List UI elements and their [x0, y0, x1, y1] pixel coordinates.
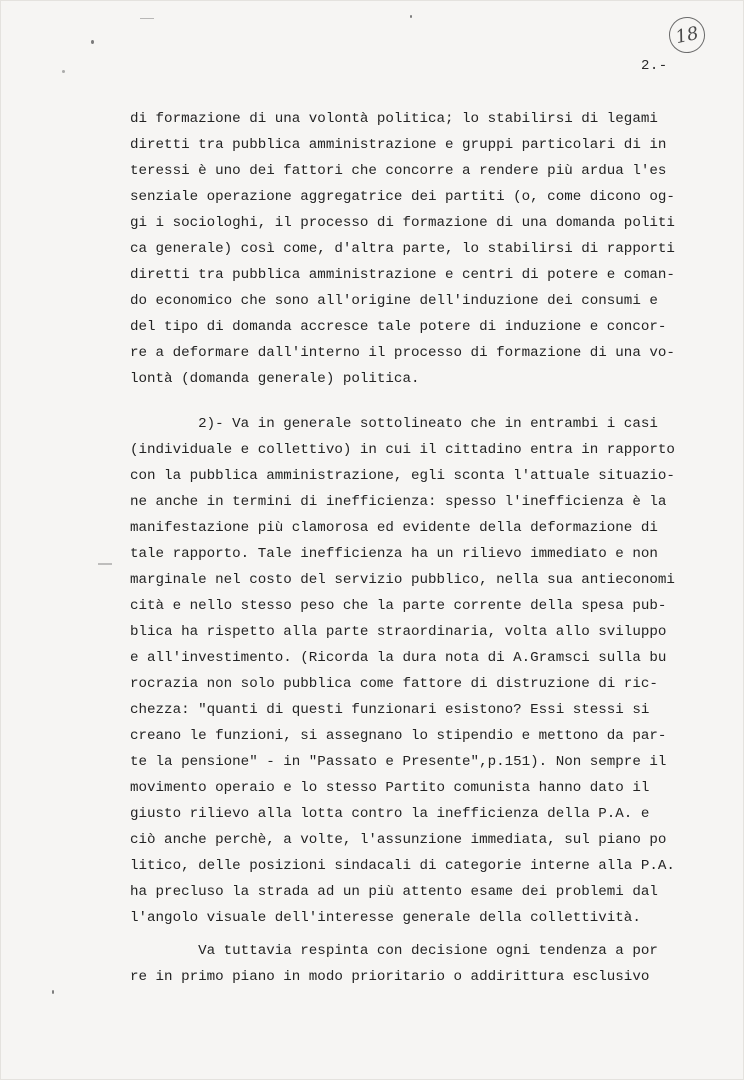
text-line: movimento operaio e lo stesso Partito comunista hanno dato il — [130, 780, 650, 796]
text-line: ha precluso la strada ad un più attento esame dei problemi dal — [130, 884, 658, 900]
text-line: cità e nello stesso peso che la parte corrente della spesa pub- — [130, 598, 667, 614]
scan-speck — [410, 15, 412, 18]
text-line: creano le funzioni, si assegnano lo stipendio e mettono da par- — [130, 728, 667, 744]
text-line: Va tuttavia respinta con decisione ogni tendenza a por — [130, 943, 658, 959]
text-line: del tipo di domanda accresce tale potere di induzione e concor- — [130, 319, 667, 335]
text-line: ne anche in termini di inefficienza: spesso l'inefficienza è la — [130, 494, 667, 510]
text-line: te la pensione" - in "Passato e Presente",p.151). Non sempre il — [130, 754, 667, 770]
text-line: manifestazione più clamorosa ed evidente della deformazione di — [130, 520, 658, 536]
text-line: teressi è uno dei fattori che concorre a rendere più ardua l'es — [130, 163, 667, 179]
text-line: con la pubblica amministrazione, egli sconta l'attuale situazio- — [130, 468, 675, 484]
scan-speck — [98, 563, 112, 565]
text-line: chezza: "quanti di questi funzionari esistono? Essi stessi si — [130, 702, 650, 718]
scan-speck — [52, 990, 54, 994]
text-line: 2)- Va in generale sottolineato che in entrambi i casi — [130, 416, 658, 432]
text-line: rocrazia non solo pubblica come fattore di distruzione di ric- — [130, 676, 658, 692]
text-line: (individuale e collettivo) in cui il cittadino entra in rapporto — [130, 442, 675, 458]
text-line: giusto rilievo alla lotta contro la inefficienza della P.A. e — [130, 806, 650, 822]
text-line: marginale nel costo del servizio pubblico, nella sua antieconomi — [130, 572, 675, 588]
text-line: diretti tra pubblica amministrazione e gruppi particolari di in — [130, 137, 667, 153]
text-line: e all'investimento. (Ricorda la dura nota di A.Gramsci sulla bu — [130, 650, 667, 666]
text-line: lontà (domanda generale) politica. — [130, 371, 420, 387]
page-number: 2.- — [641, 58, 668, 74]
text-line: l'angolo visuale dell'interesse generale della collettività. — [130, 910, 641, 926]
text-line: ciò anche perchè, a volte, l'assunzione immediata, sul piano po — [130, 832, 667, 848]
text-line: gi i sociologhi, il processo di formazione di una domanda politi — [130, 215, 675, 231]
text-line: ca generale) così come, d'altra parte, lo stabilirsi di rapporti — [130, 241, 675, 257]
text-line: senziale operazione aggregatrice dei partiti (o, come dicono og- — [130, 189, 675, 205]
scan-speck — [140, 18, 154, 19]
text-line: blica ha rispetto alla parte straordinaria, volta allo sviluppo — [130, 624, 667, 640]
text-line: tale rapporto. Tale inefficienza ha un rilievo immediato e non — [130, 546, 658, 562]
text-line: litico, delle posizioni sindacali di categorie interne alla P.A. — [130, 858, 675, 874]
text-line: di formazione di una volontà politica; lo stabilirsi di legami — [130, 111, 658, 127]
scan-speck — [91, 40, 94, 44]
text-line: diretti tra pubblica amministrazione e centri di potere e coman- — [130, 267, 675, 283]
text-line: re a deformare dall'interno il processo di formazione di una vo- — [130, 345, 675, 361]
text-line: do economico che sono all'origine dell'induzione dei consumi e — [130, 293, 658, 309]
scan-speck — [62, 70, 65, 73]
text-line: re in primo piano in modo prioritario o addirittura esclusivo — [130, 969, 650, 985]
archive-number-stamp — [666, 14, 709, 57]
archive-number: 18 — [673, 22, 701, 48]
